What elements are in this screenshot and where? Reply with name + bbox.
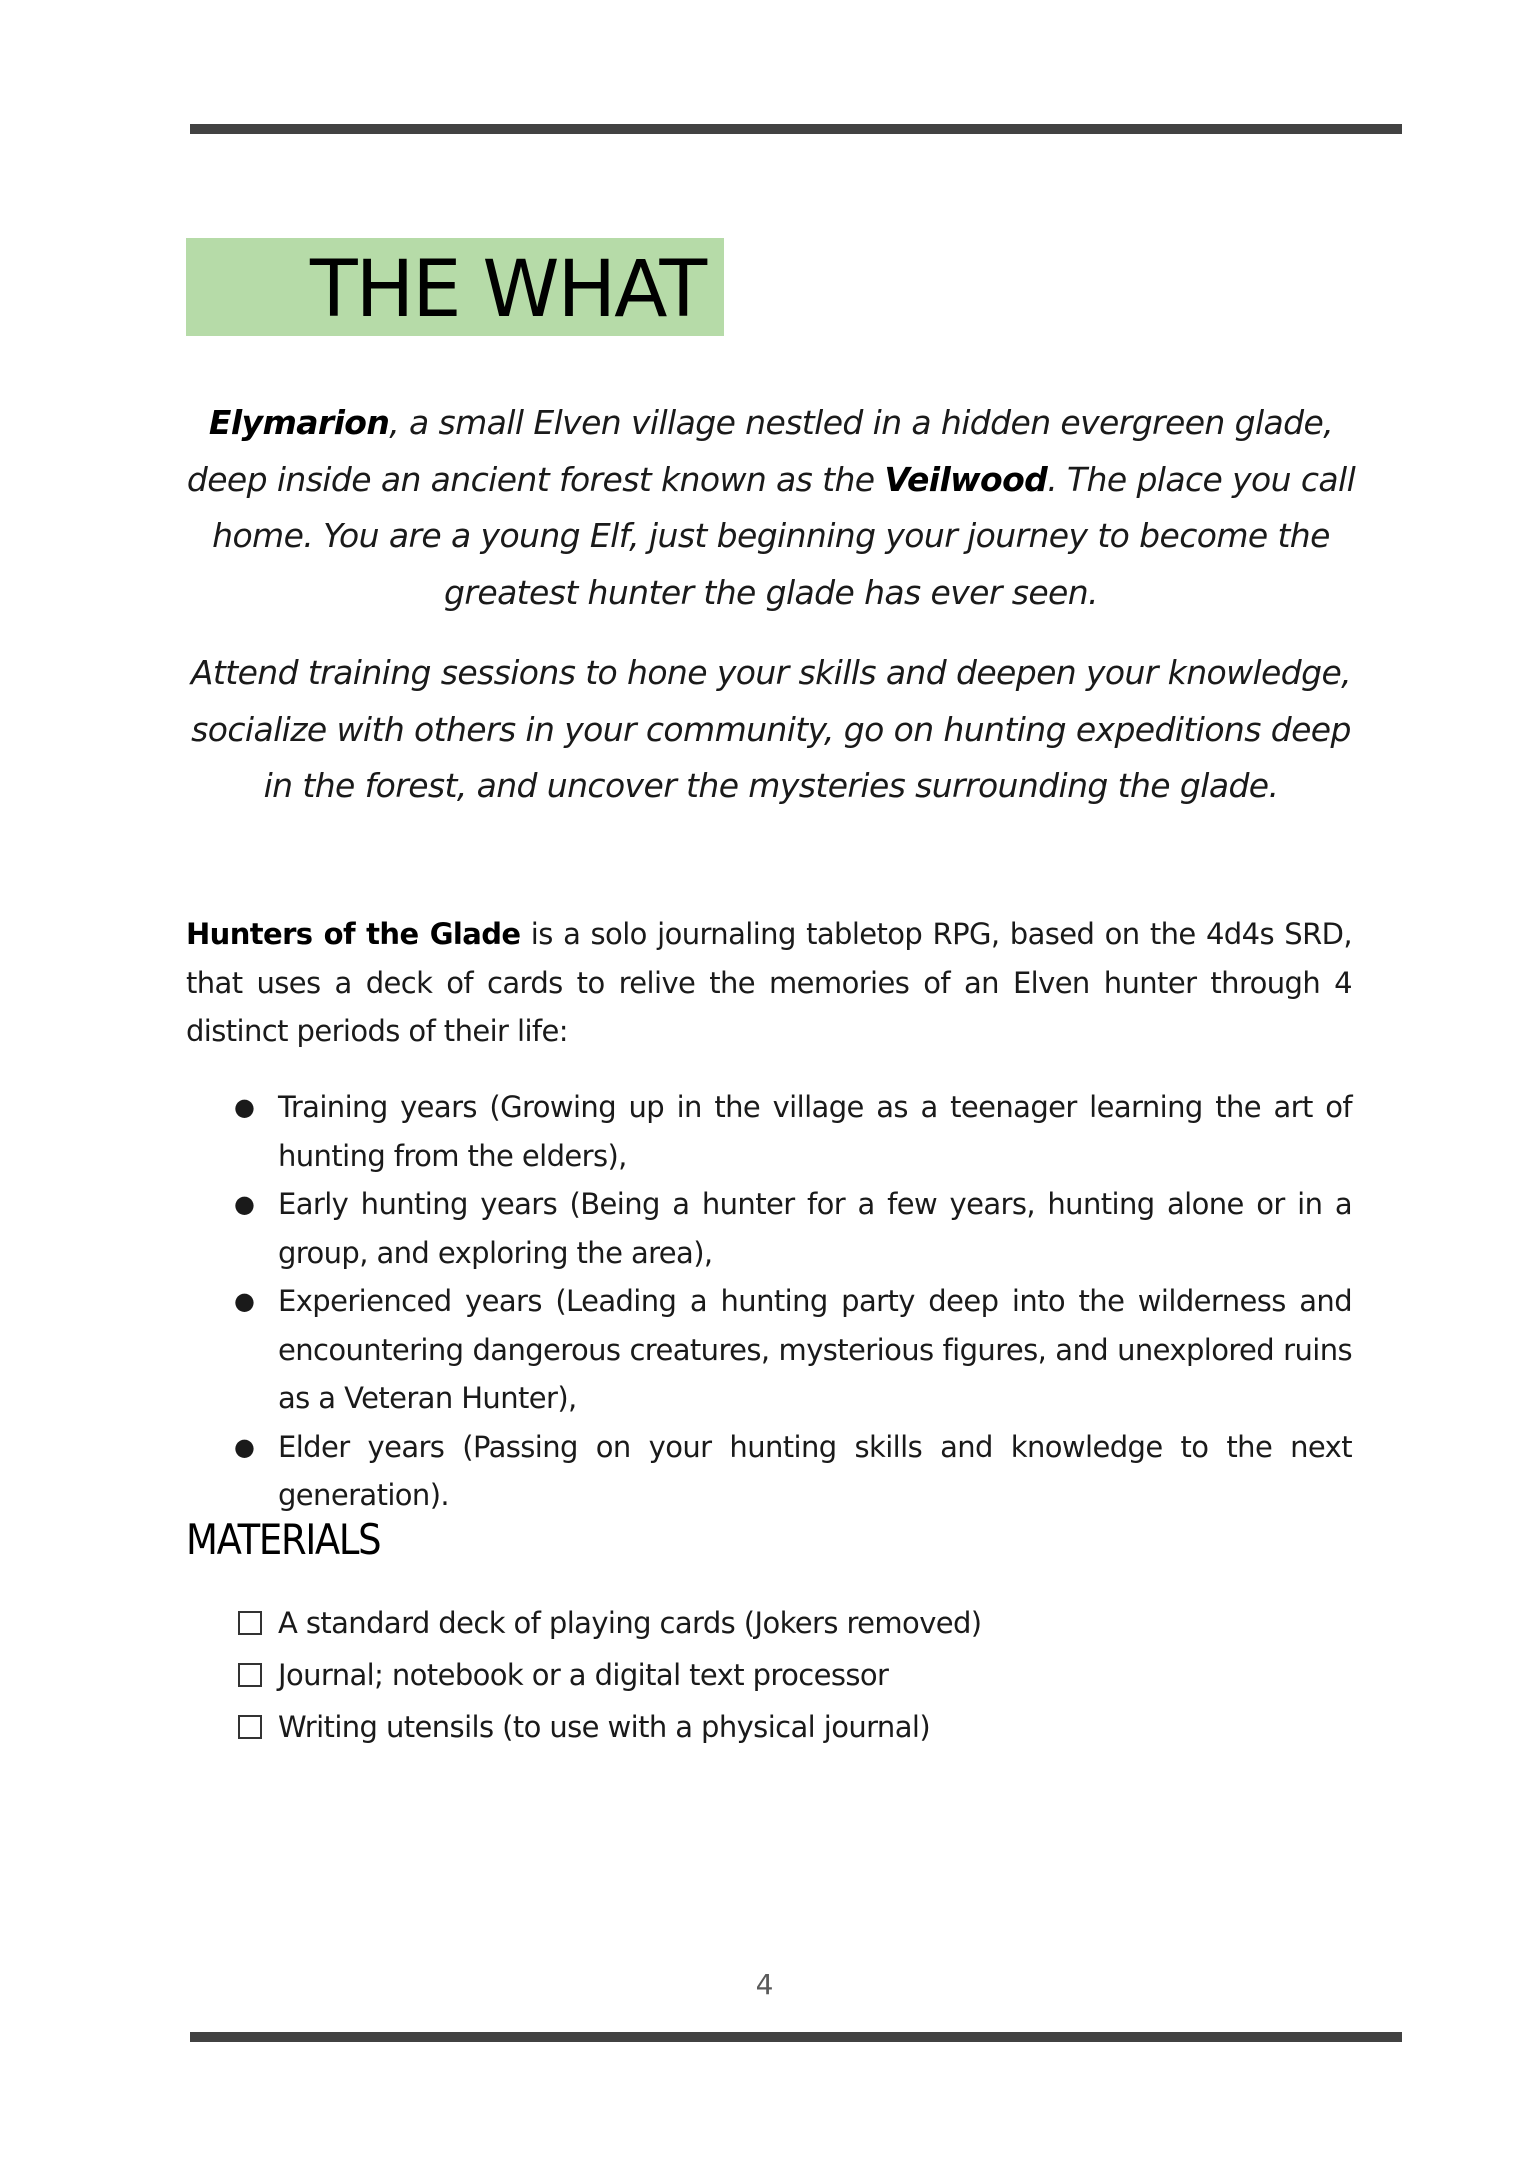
list-item-text: Early hunting years (Being a hunter for a few years, hunting alone or in a group, and exploring the area),: [278, 1187, 1352, 1270]
list-item: [186, 1083, 1352, 1180]
bullet-icon: ●: [234, 1190, 255, 1218]
intro-paragraph-2: Attend training sessions to hone your skills and deepen your knowledge, socialize with others in your community, go on hunting expeditions deep in the forest, and uncover the mysteries surrounding the glade.: [190, 653, 1352, 805]
game-description-text: is a solo journaling tabletop RPG, based on the 4d4s SRD, that uses a deck of cards to relive the memories of an Elven hunter through 4 distinct periods of their life:: [186, 917, 1352, 1048]
bullet-icon: ●: [234, 1287, 255, 1315]
life-periods-list: [186, 1083, 1352, 1520]
game-description: [186, 910, 1352, 1056]
checklist-item-text: Journal; notebook or a digital text processor: [278, 1658, 889, 1692]
page-title: THE WHAT: [310, 245, 706, 335]
checklist-item-text: Writing utensils (to use with a physical journal): [278, 1710, 931, 1744]
intro-text-1: , a small Elven village nestled in a hidden evergreen glade, deep inside an ancient forest known as the: [186, 403, 1334, 499]
checkbox-icon[interactable]: [238, 1663, 262, 1687]
list-item-text: Experienced years (Leading a hunting party deep into the wilderness and encountering dangerous creatures, mysterious figures, and unexplored ruins as a Veteran Hunter),: [278, 1284, 1352, 1415]
checklist-item: [186, 1649, 1352, 1701]
list-item-text: Training years (Growing up in the village as a teenager learning the art of hunting from the elders),: [278, 1090, 1352, 1173]
checklist-item-text: A standard deck of playing cards (Jokers removed): [278, 1606, 982, 1640]
list-item: [186, 1180, 1352, 1277]
bottom-rule: [190, 2032, 1402, 2042]
checklist-item: [186, 1701, 1352, 1753]
materials-checklist: [186, 1597, 1352, 1753]
page-number: 4: [755, 1968, 774, 2001]
checkbox-icon[interactable]: [238, 1715, 262, 1739]
list-item: [186, 1277, 1352, 1423]
bullet-icon: ●: [234, 1093, 255, 1121]
materials-heading: MATERIALS: [186, 1515, 381, 1564]
checkbox-icon[interactable]: [238, 1611, 262, 1635]
title-highlight: [186, 238, 724, 336]
bullet-icon: ●: [234, 1432, 255, 1461]
intro-text-2: . The place you call home. You are a young Elf, just beginning your journey to become the greatest hunter the glade has ever seen.: [212, 459, 1356, 612]
forest-name: Veilwood: [884, 459, 1048, 499]
list-item-text: Elder years (Passing on your hunting skills and knowledge to the next generation).: [278, 1429, 1352, 1512]
checklist-item: [186, 1597, 1352, 1649]
intro-paragraph-1: [186, 395, 1356, 621]
game-name: Hunters of the Glade: [186, 917, 521, 951]
list-item: [186, 1423, 1352, 1520]
village-name: Elymarion: [208, 403, 390, 442]
top-rule: [190, 124, 1402, 134]
